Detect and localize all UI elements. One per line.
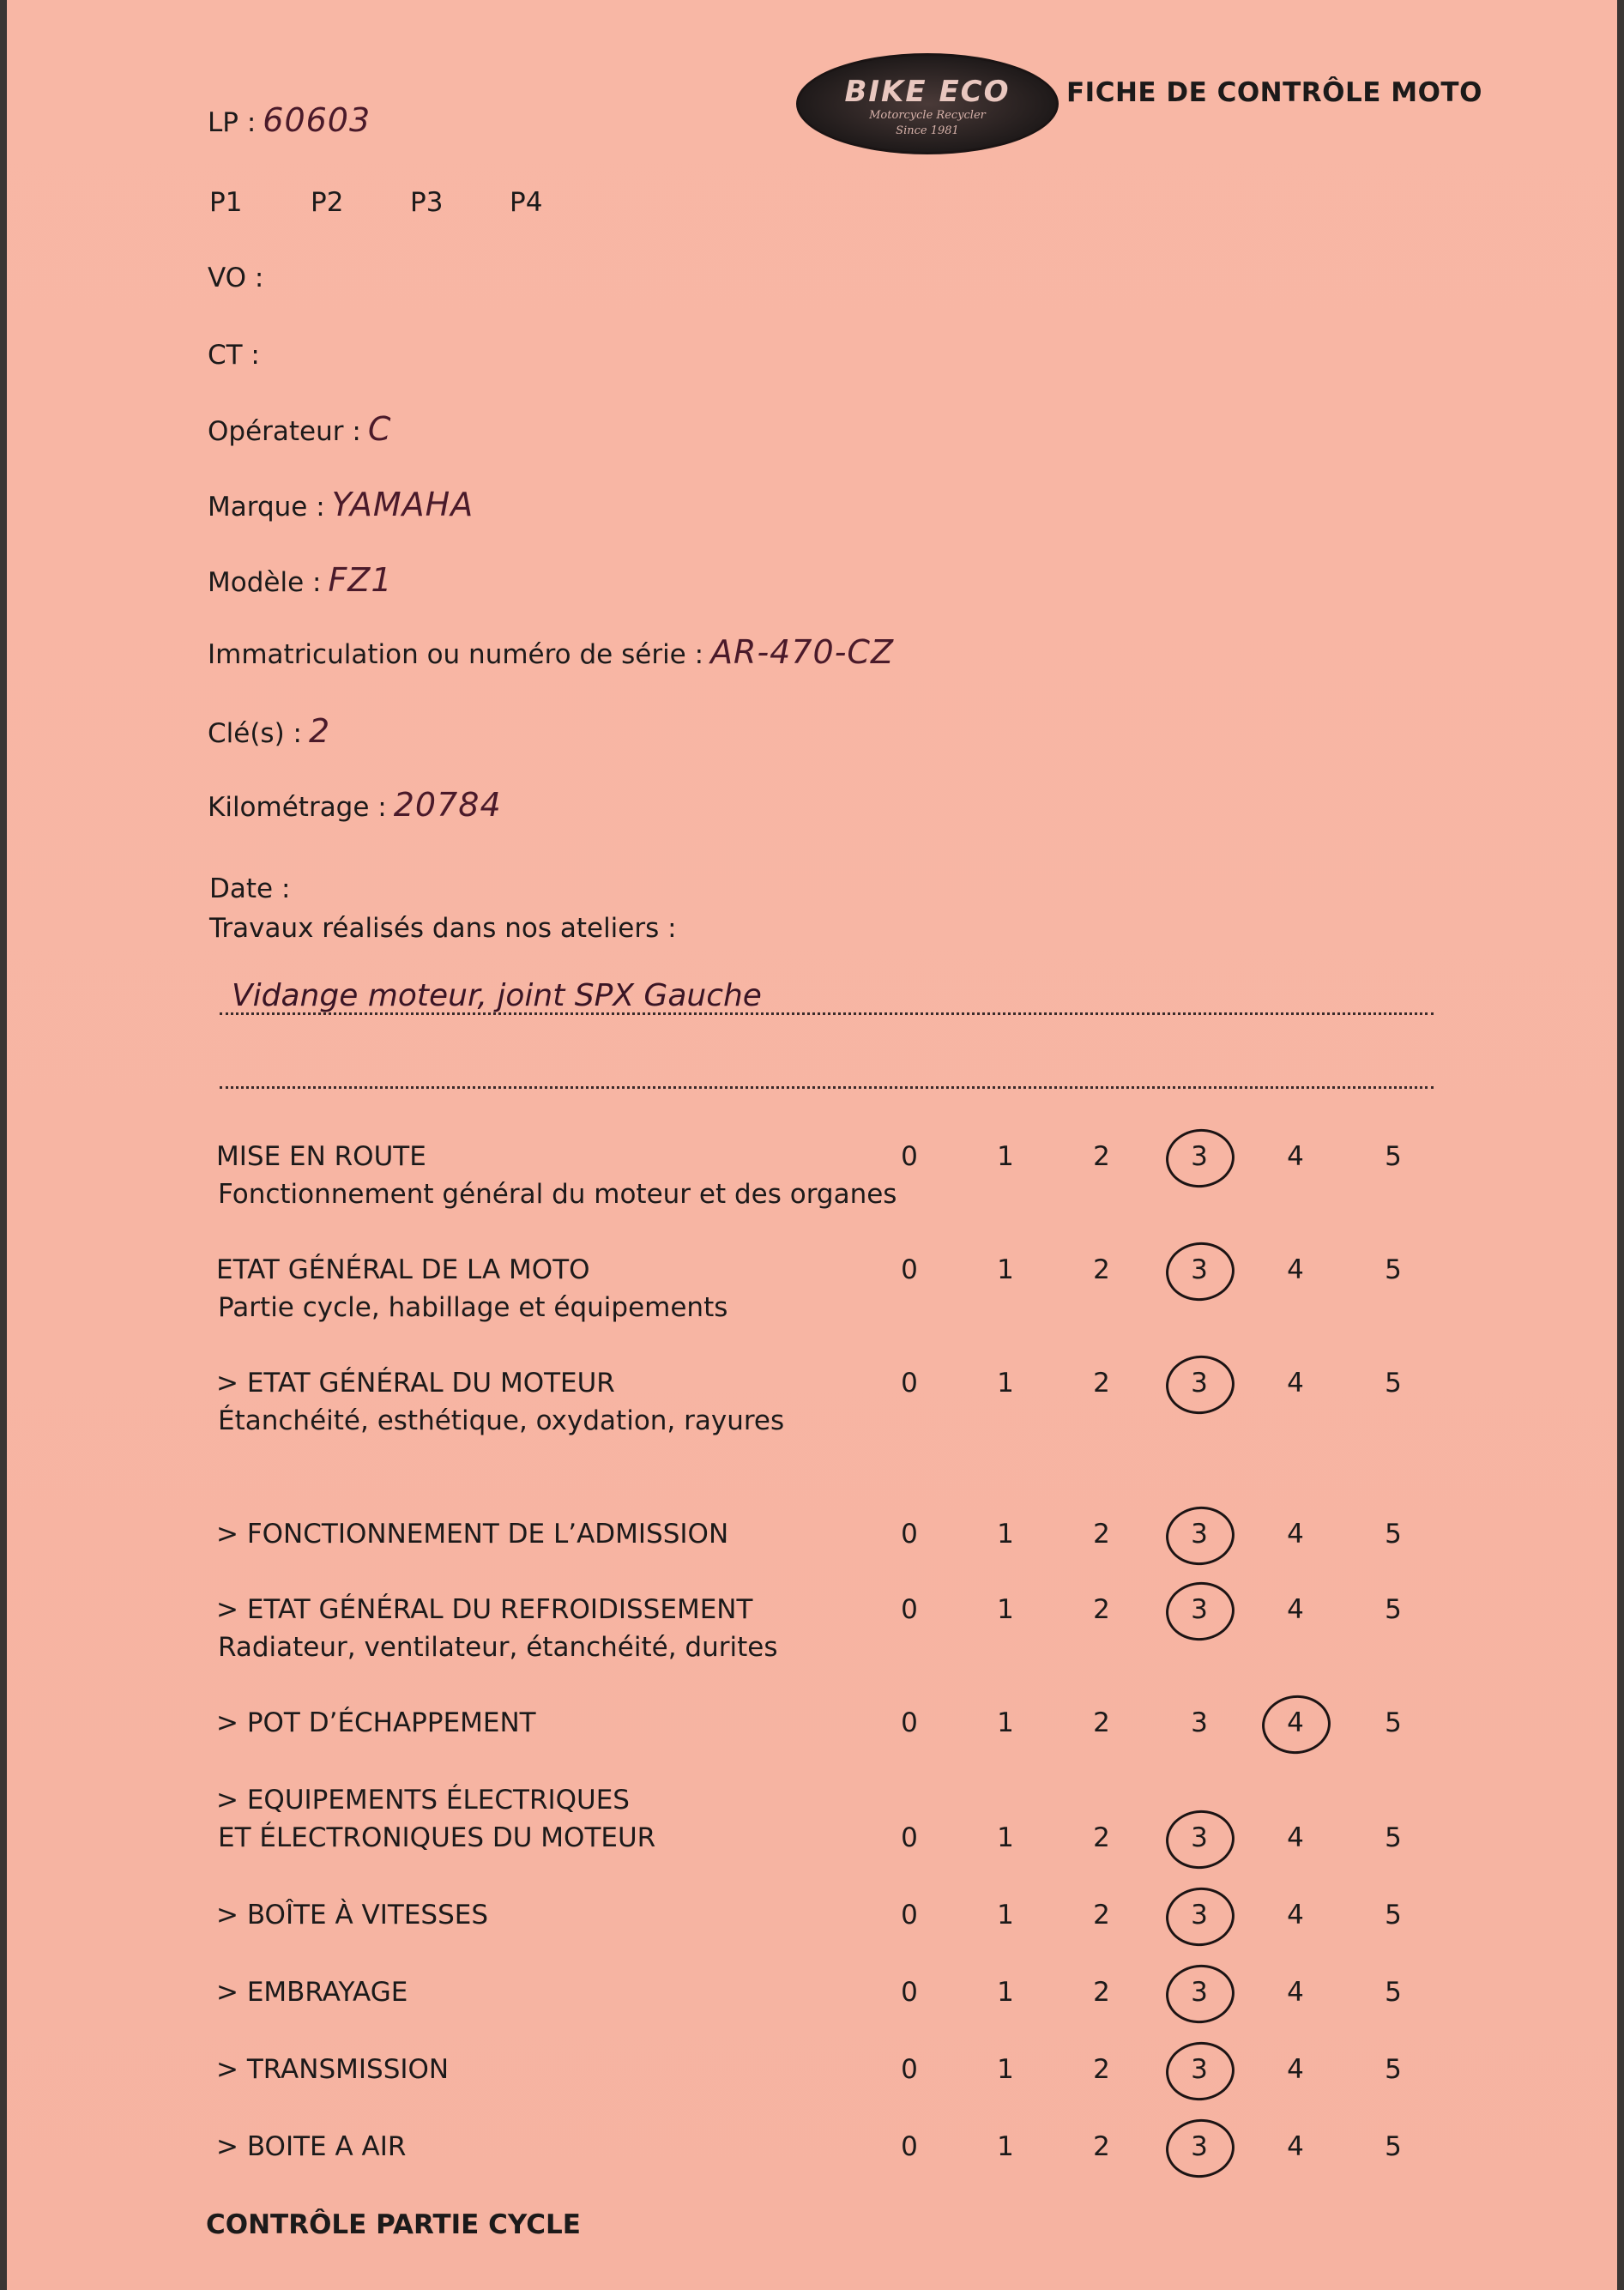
rating-option: 2	[1093, 1707, 1110, 1738]
selected-score-circle	[1163, 1126, 1238, 1191]
rating-row-title: > FONCTIONNEMENT DE L’ADMISSION	[216, 1519, 729, 1550]
ct-label: CT :	[208, 340, 260, 371]
lp-field	[208, 101, 371, 139]
rating-option: 3	[1191, 1707, 1208, 1738]
ct-field	[208, 340, 260, 371]
logo-subtitle: Motorcycle Recycler	[869, 109, 986, 122]
vo-label: VO :	[208, 263, 264, 293]
marque-label: Marque :	[208, 492, 325, 523]
rating-option: 3	[1191, 1594, 1208, 1625]
rating-row-subtitle: Radiateur, ventilateur, étanchéité, durites	[218, 1632, 778, 1663]
immatriculation-value: AR-470-CZ	[710, 633, 894, 671]
date-label: Date :	[209, 873, 291, 904]
operateur-label: Opérateur :	[208, 416, 361, 447]
selected-score-circle	[1163, 2116, 1238, 2181]
rating-option: 5	[1385, 2054, 1402, 2085]
selected-score-circle	[1163, 2039, 1238, 2104]
document-title: FICHE DE CONTRÔLE MOTO	[1066, 77, 1482, 108]
rating-option: 3	[1191, 1900, 1208, 1930]
rating-option: 3	[1191, 1822, 1208, 1853]
rating-option: 1	[997, 1368, 1014, 1399]
rating-option: 3	[1191, 1519, 1208, 1550]
rating-option: 0	[901, 1519, 918, 1550]
rating-option: 4	[1287, 1519, 1304, 1550]
cles-value: 2	[308, 712, 331, 750]
selected-score-circle	[1163, 1503, 1238, 1568]
immatriculation-label: Immatriculation ou numéro de série :	[208, 639, 704, 670]
kilometrage-label: Kilométrage :	[208, 792, 387, 823]
rating-option: 0	[901, 1594, 918, 1625]
p2-label: P2	[311, 187, 344, 218]
rating-option: 5	[1385, 1900, 1402, 1930]
bike-eco-logo	[796, 53, 1059, 154]
rating-option: 4	[1287, 1254, 1304, 1285]
rating-option: 5	[1385, 2131, 1402, 2162]
rating-row-title: > POT D’ÉCHAPPEMENT	[216, 1707, 536, 1738]
selected-score-circle	[1163, 1961, 1238, 2027]
rating-row-subtitle: Partie cycle, habillage et équipements	[218, 1292, 728, 1323]
rating-row-subtitle: ET ÉLECTRONIQUES DU MOTEUR	[218, 1822, 656, 1853]
modele-field	[208, 561, 393, 599]
rating-row-title: > ETAT GÉNÉRAL DU REFROIDISSEMENT	[216, 1594, 753, 1625]
rating-option: 3	[1191, 2131, 1208, 2162]
travaux-label: Travaux réalisés dans nos ateliers :	[209, 913, 677, 944]
rating-row-subtitle: Fonctionnement général du moteur et des organes	[218, 1179, 897, 1210]
p1-label: P1	[209, 187, 243, 218]
rating-option: 5	[1385, 1594, 1402, 1625]
rating-option: 4	[1287, 2131, 1304, 2162]
modele-value: FZ1	[328, 561, 393, 599]
rating-option: 1	[997, 2054, 1014, 2085]
operateur-value: C	[367, 410, 392, 448]
rating-option: 5	[1385, 1707, 1402, 1738]
rating-option: 5	[1385, 1519, 1402, 1550]
rating-option: 4	[1287, 1141, 1304, 1172]
rating-row-title: > BOÎTE À VITESSES	[216, 1900, 489, 1930]
rating-option: 1	[997, 1519, 1014, 1550]
rating-option: 1	[997, 1900, 1014, 1930]
p3-label: P3	[410, 187, 444, 218]
rating-option: 0	[901, 1822, 918, 1853]
rating-option: 1	[997, 1707, 1014, 1738]
selected-score-circle	[1163, 1239, 1238, 1304]
rating-option: 3	[1191, 1368, 1208, 1399]
travaux-field	[209, 913, 677, 944]
p4-label: P4	[510, 187, 543, 218]
rating-option: 1	[997, 1254, 1014, 1285]
rating-option: 2	[1093, 1519, 1110, 1550]
work-dotted-line-2	[220, 1086, 1434, 1089]
rating-option: 2	[1093, 1977, 1110, 2008]
rating-option: 0	[901, 1707, 918, 1738]
rating-option: 0	[901, 1141, 918, 1172]
rating-option: 3	[1191, 1141, 1208, 1172]
rating-option: 0	[901, 2131, 918, 2162]
rating-row-title: > EQUIPEMENTS ÉLECTRIQUES	[216, 1785, 630, 1816]
marque-field	[208, 486, 474, 523]
inspection-sheet	[7, 0, 1617, 2290]
travaux-value: Vidange moteur, joint SPX Gauche	[232, 978, 762, 1013]
rating-row-title: ETAT GÉNÉRAL DE LA MOTO	[216, 1254, 590, 1285]
rating-option: 4	[1287, 1594, 1304, 1625]
section-title-partie-cycle: CONTRÔLE PARTIE CYCLE	[206, 2209, 581, 2240]
rating-option: 2	[1093, 2054, 1110, 2085]
operateur-field	[208, 410, 391, 448]
rating-option: 1	[997, 1594, 1014, 1625]
rating-option: 4	[1287, 1977, 1304, 2008]
rating-option: 1	[997, 2131, 1014, 2162]
selected-score-circle	[1259, 1692, 1334, 1757]
rating-option: 5	[1385, 1977, 1402, 2008]
rating-option: 4	[1287, 1707, 1304, 1738]
logo-main-text: BIKE ECO	[844, 75, 1011, 109]
rating-option: 3	[1191, 1977, 1208, 2008]
modele-label: Modèle :	[208, 567, 322, 598]
rating-option: 0	[901, 1977, 918, 2008]
rating-option: 3	[1191, 1254, 1208, 1285]
rating-option: 5	[1385, 1368, 1402, 1399]
cles-field	[208, 712, 330, 750]
lp-label: LP :	[208, 107, 257, 138]
logo-since: Since 1981	[896, 124, 959, 137]
marque-value: YAMAHA	[331, 486, 474, 523]
selected-score-circle	[1163, 1807, 1238, 1872]
selected-score-circle	[1163, 1352, 1238, 1417]
rating-option: 0	[901, 1368, 918, 1399]
rating-option: 1	[997, 1141, 1014, 1172]
rating-option: 0	[901, 1254, 918, 1285]
rating-option: 1	[997, 1822, 1014, 1853]
rating-option: 2	[1093, 1900, 1110, 1930]
rating-option: 1	[997, 1977, 1014, 2008]
lp-value: 60603	[263, 101, 371, 139]
selected-score-circle	[1163, 1884, 1238, 1949]
kilometrage-value: 20784	[393, 786, 502, 824]
rating-option: 2	[1093, 1594, 1110, 1625]
rating-option: 3	[1191, 2054, 1208, 2085]
rating-option: 4	[1287, 1368, 1304, 1399]
kilometrage-field	[208, 786, 502, 824]
rating-option: 5	[1385, 1254, 1402, 1285]
rating-option: 5	[1385, 1822, 1402, 1853]
rating-option: 4	[1287, 1900, 1304, 1930]
rating-row-title: MISE EN ROUTE	[216, 1141, 426, 1172]
rating-row-subtitle: Étanchéité, esthétique, oxydation, rayures	[218, 1405, 785, 1436]
rating-option: 0	[901, 2054, 918, 2085]
rating-option: 5	[1385, 1141, 1402, 1172]
rating-row-title: > EMBRAYAGE	[216, 1977, 408, 2008]
cles-label: Clé(s) :	[208, 718, 302, 749]
rating-option: 4	[1287, 1822, 1304, 1853]
rating-option: 2	[1093, 1254, 1110, 1285]
vo-field	[208, 263, 263, 293]
work-dotted-line-1	[220, 1012, 1434, 1015]
date-field	[209, 873, 290, 904]
rating-row-title: > TRANSMISSION	[216, 2054, 450, 2085]
rating-option: 4	[1287, 2054, 1304, 2085]
rating-option: 2	[1093, 1822, 1110, 1853]
rating-option: 0	[901, 1900, 918, 1930]
immatriculation-field	[208, 633, 894, 671]
rating-row-title: > ETAT GÉNÉRAL DU MOTEUR	[216, 1368, 615, 1399]
rating-option: 2	[1093, 1368, 1110, 1399]
rating-option: 2	[1093, 1141, 1110, 1172]
selected-score-circle	[1163, 1579, 1238, 1644]
rating-option: 2	[1093, 2131, 1110, 2162]
rating-row-title: > BOITE A AIR	[216, 2131, 407, 2162]
